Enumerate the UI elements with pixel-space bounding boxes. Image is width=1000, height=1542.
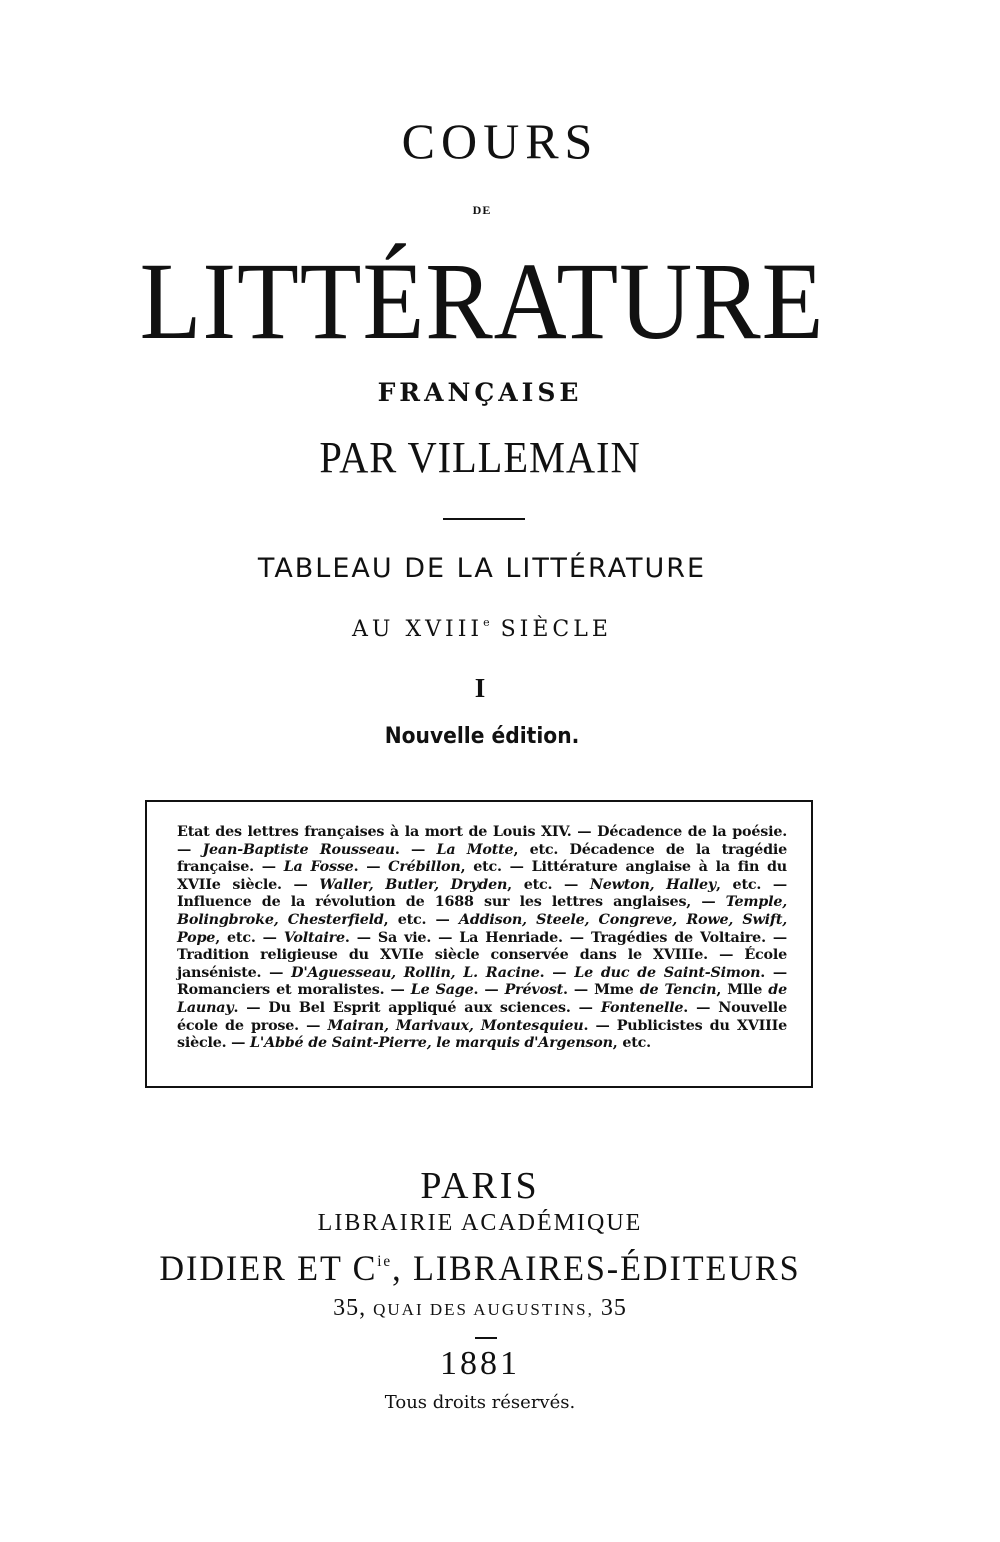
century-suffix: SIÈCLE (500, 617, 612, 642)
summary-italic-run: de Launay (177, 982, 787, 1016)
summary-italic-run: Prévost (504, 982, 564, 999)
title-francaise: FRANÇAISE (377, 378, 583, 407)
summary-run: . — Nouvelle école de prose. — (177, 999, 787, 1034)
title-litterature: LITTÉRATURE (139, 240, 825, 362)
summary-run: . — Mme (563, 982, 640, 999)
volume-number: I (474, 673, 486, 703)
summary-italic-run: Le Sage (410, 982, 474, 999)
summary-run: . — Romanciers et moralistes. — (177, 964, 787, 999)
summary-italic-run: Crébillon (388, 859, 461, 876)
publisher-rest: , LIBRAIRES-ÉDITEURS (392, 1248, 801, 1288)
summary-italic-run: de Tencin (639, 982, 717, 999)
summary-run: , etc. — (383, 911, 459, 928)
summary-box (145, 800, 813, 1088)
summary-run: . — (539, 964, 575, 981)
publisher-name: DIDIER ET C (159, 1248, 378, 1288)
publisher-sup: ie (377, 1253, 393, 1270)
summary-italic-run: Temple, Bolingbroke, Chesterfield (177, 894, 787, 928)
rights-notice: Tous droits réservés. (384, 1392, 576, 1413)
summary-text (177, 824, 787, 1053)
summary-run: , etc. — Influence de la révolution de 1688 sur les lettres anglaises, — (177, 876, 787, 911)
address-number: 35, (333, 1295, 367, 1321)
summary-run: . — (394, 841, 437, 858)
divider-rule-small (475, 1337, 497, 1339)
edition-note: Nouvelle édition. (384, 724, 580, 749)
summary-run: , etc. Décadence de la tragédie française. — (177, 841, 788, 876)
century-line (0, 616, 982, 642)
title-de: DE (472, 203, 492, 217)
summary-run: , Mlle (716, 982, 769, 999)
summary-run: , etc. — (507, 876, 590, 893)
summary-italic-run: D'Aguesseau, Rollin, L. Racine (291, 964, 540, 981)
imprint-city: PARIS (420, 1165, 540, 1207)
century-prefix: AU XVIII (352, 617, 484, 642)
summary-run: . — (473, 982, 505, 999)
summary-italic-run: La Fosse (283, 859, 354, 876)
subtitle: TABLEAU DE LA LITTÉRATURE (257, 553, 707, 584)
address-line (0, 1295, 980, 1322)
summary-italic-run: Voltaire (283, 929, 345, 946)
summary-italic-run: Fontenelle (600, 999, 684, 1016)
summary-italic-run: La Motte (436, 841, 514, 858)
summary-italic-run: L'Abbé de Saint-Pierre, le marquis d'Argenson (250, 1035, 613, 1052)
summary-italic-run: Jean-Baptiste Rousseau (202, 841, 395, 858)
divider-rule (443, 518, 525, 520)
publisher-line: LIBRAIRIE ACADÉMIQUE (317, 1210, 643, 1236)
title-cours: COURS (401, 113, 599, 169)
century-sup: e (483, 616, 490, 629)
publication-year: 1881 (440, 1345, 520, 1382)
summary-italic-run: Newton, Halley (589, 876, 717, 893)
summary-italic-run: Mairan, Marivaux, Montesquieu (327, 1017, 584, 1034)
summary-italic-run: Addison, Steele, Congreve, Rowe, Swift, Pope (177, 911, 788, 946)
address-street: QUAI DES AUGUSTINS, (373, 1300, 594, 1319)
summary-run: , etc. — Littérature anglaise à la fin du XVIIe siècle. — (177, 859, 787, 893)
author-line: PAR VILLEMAIN (319, 433, 641, 482)
address-number-2: 35 (600, 1295, 627, 1321)
summary-run: Etat des lettres françaises à la mort de Louis XIV. — Décadence de la poésie. — (177, 824, 787, 858)
summary-run: . — Du Bel Esprit appliqué aux sciences. — (233, 999, 601, 1016)
summary-italic-run: Le duc de Saint-Simon (574, 964, 761, 981)
summary-run: . — Publicistes du XVIIIe siècle. — (177, 1017, 788, 1052)
summary-run: . — (353, 859, 389, 876)
summary-run: . — Sa vie. — La Henriade. — Tragédies de Voltaire. — Tradition religieuse du XVIIe siècle conservée dans le XVIIIe. — École janséniste. — (177, 929, 787, 981)
summary-run: , etc. (612, 1035, 651, 1052)
summary-italic-run: Waller, Butler, Dryden (319, 876, 508, 893)
summary-run: , etc. — (215, 929, 284, 946)
publisher-name-line (5, 1247, 955, 1289)
